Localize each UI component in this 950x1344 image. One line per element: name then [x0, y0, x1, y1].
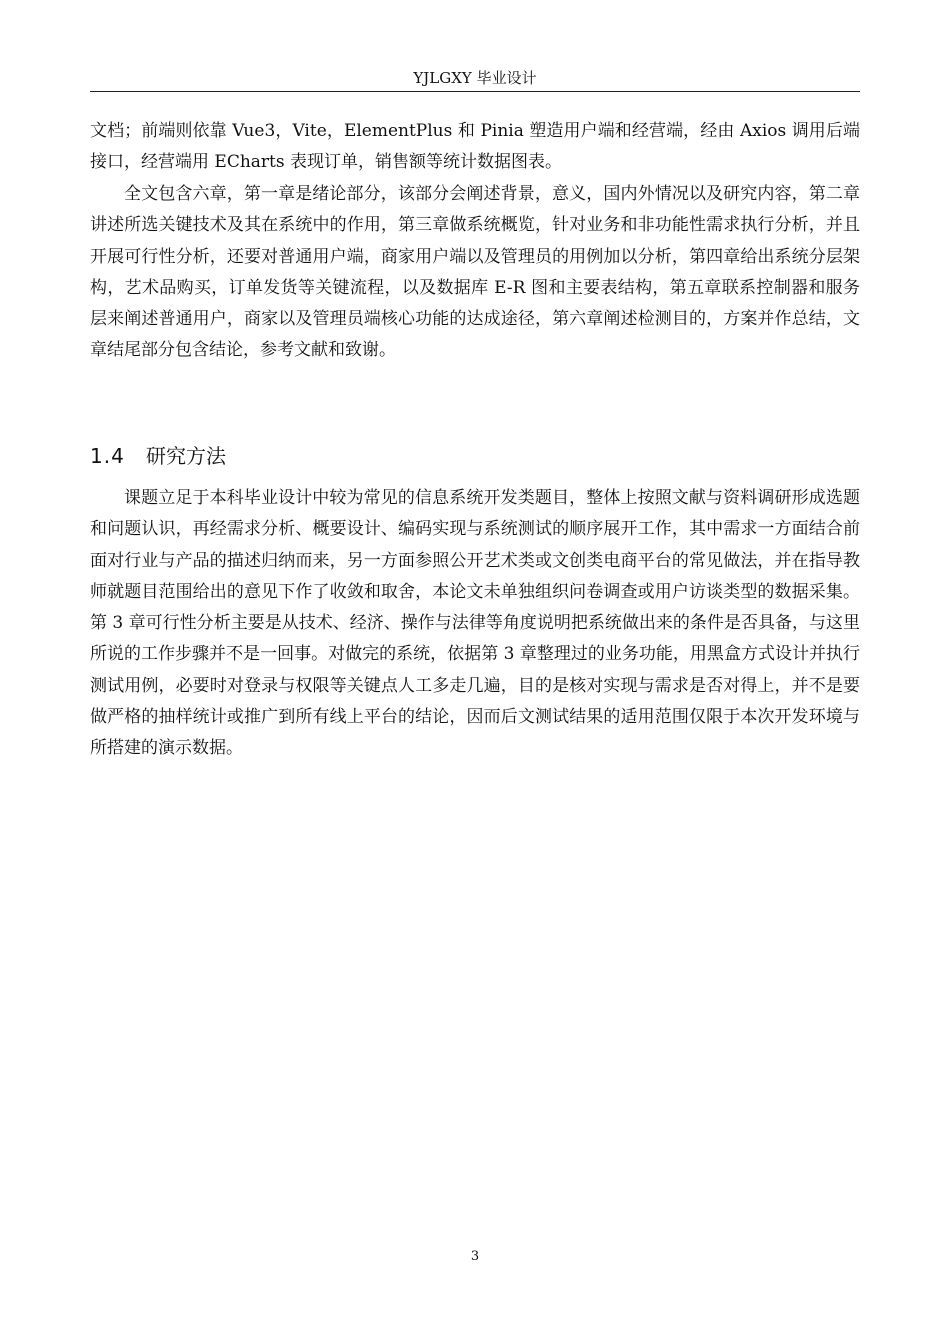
header-title: YJLGXY 毕业设计 [413, 69, 537, 87]
paragraph-research-methods: 课题立足于本科毕业设计中较为常见的信息系统开发类题目，整体上按照文献与资料调研形成选题和问题认识，再经需求分析、概要设计、编码实现与系统测试的顺序展开工作，其中需求一方面结合前面对行业与产品的描述归纳而来，另一方面参照公开艺术类或文创类电商平台的常见做法，并在指导教师就题目范围给出的意见下作了收敛和取舍，本论文未单独组织问卷调查或用户访谈类型的数据采集。第 3 章可行性分析主要是从技术、经济、操作与法律等角度说明把系统做出来的条件是否具备，与这里所说的工作步骤并不是一回事。对做完的系统，依据第 3 章整理过的业务功能，用黑盒方式设计并执行测试用例，必要时对登录与权限等关键点人工多走几遍，目的是核对实现与需求是否对得上，并不是要做严格的抽样统计或推广到所有线上平台的结论，因而后文测试结果的适用范围仅限于本次开发环境与所搭建的演示数据。 [90, 488, 860, 759]
page-header [90, 68, 860, 92]
section-heading [90, 442, 226, 470]
section-number: 1.4 [90, 444, 125, 468]
page-number: 3 [470, 1249, 480, 1264]
paragraph-intro-continuation: 文档；前端则依靠 Vue3，Vite，ElementPlus 和 Pinia 塑造用户端和经营端，经由 Axios 调用后端接口，经营端用 ECharts 表现订单，销售额等统计数据图表。 [90, 121, 860, 173]
section-title: 研究方法 [146, 444, 226, 468]
paragraph-chapter-overview: 全文包含六章，第一章是绪论部分，该部分会阐述背景，意义，国内外情况以及研究内容，第二章讲述所选关键技术及其在系统中的作用，第三章做系统概览，针对业务和非功能性需求执行分析，并且开展可行性分析，还要对普通用户端，商家用户端以及管理员的用例加以分析，第四章给出系统分层架构，艺术品购买，订单发货等关键流程，以及数据库 E-R 图和主要表结构，第五章联系控制器和服务层来阐述普通用户，商家以及管理员端核心功能的达成途径，第六章阐述检测目的，方案并作总结，文章结尾部分包含结论，参考文献和致谢。 [90, 184, 860, 361]
